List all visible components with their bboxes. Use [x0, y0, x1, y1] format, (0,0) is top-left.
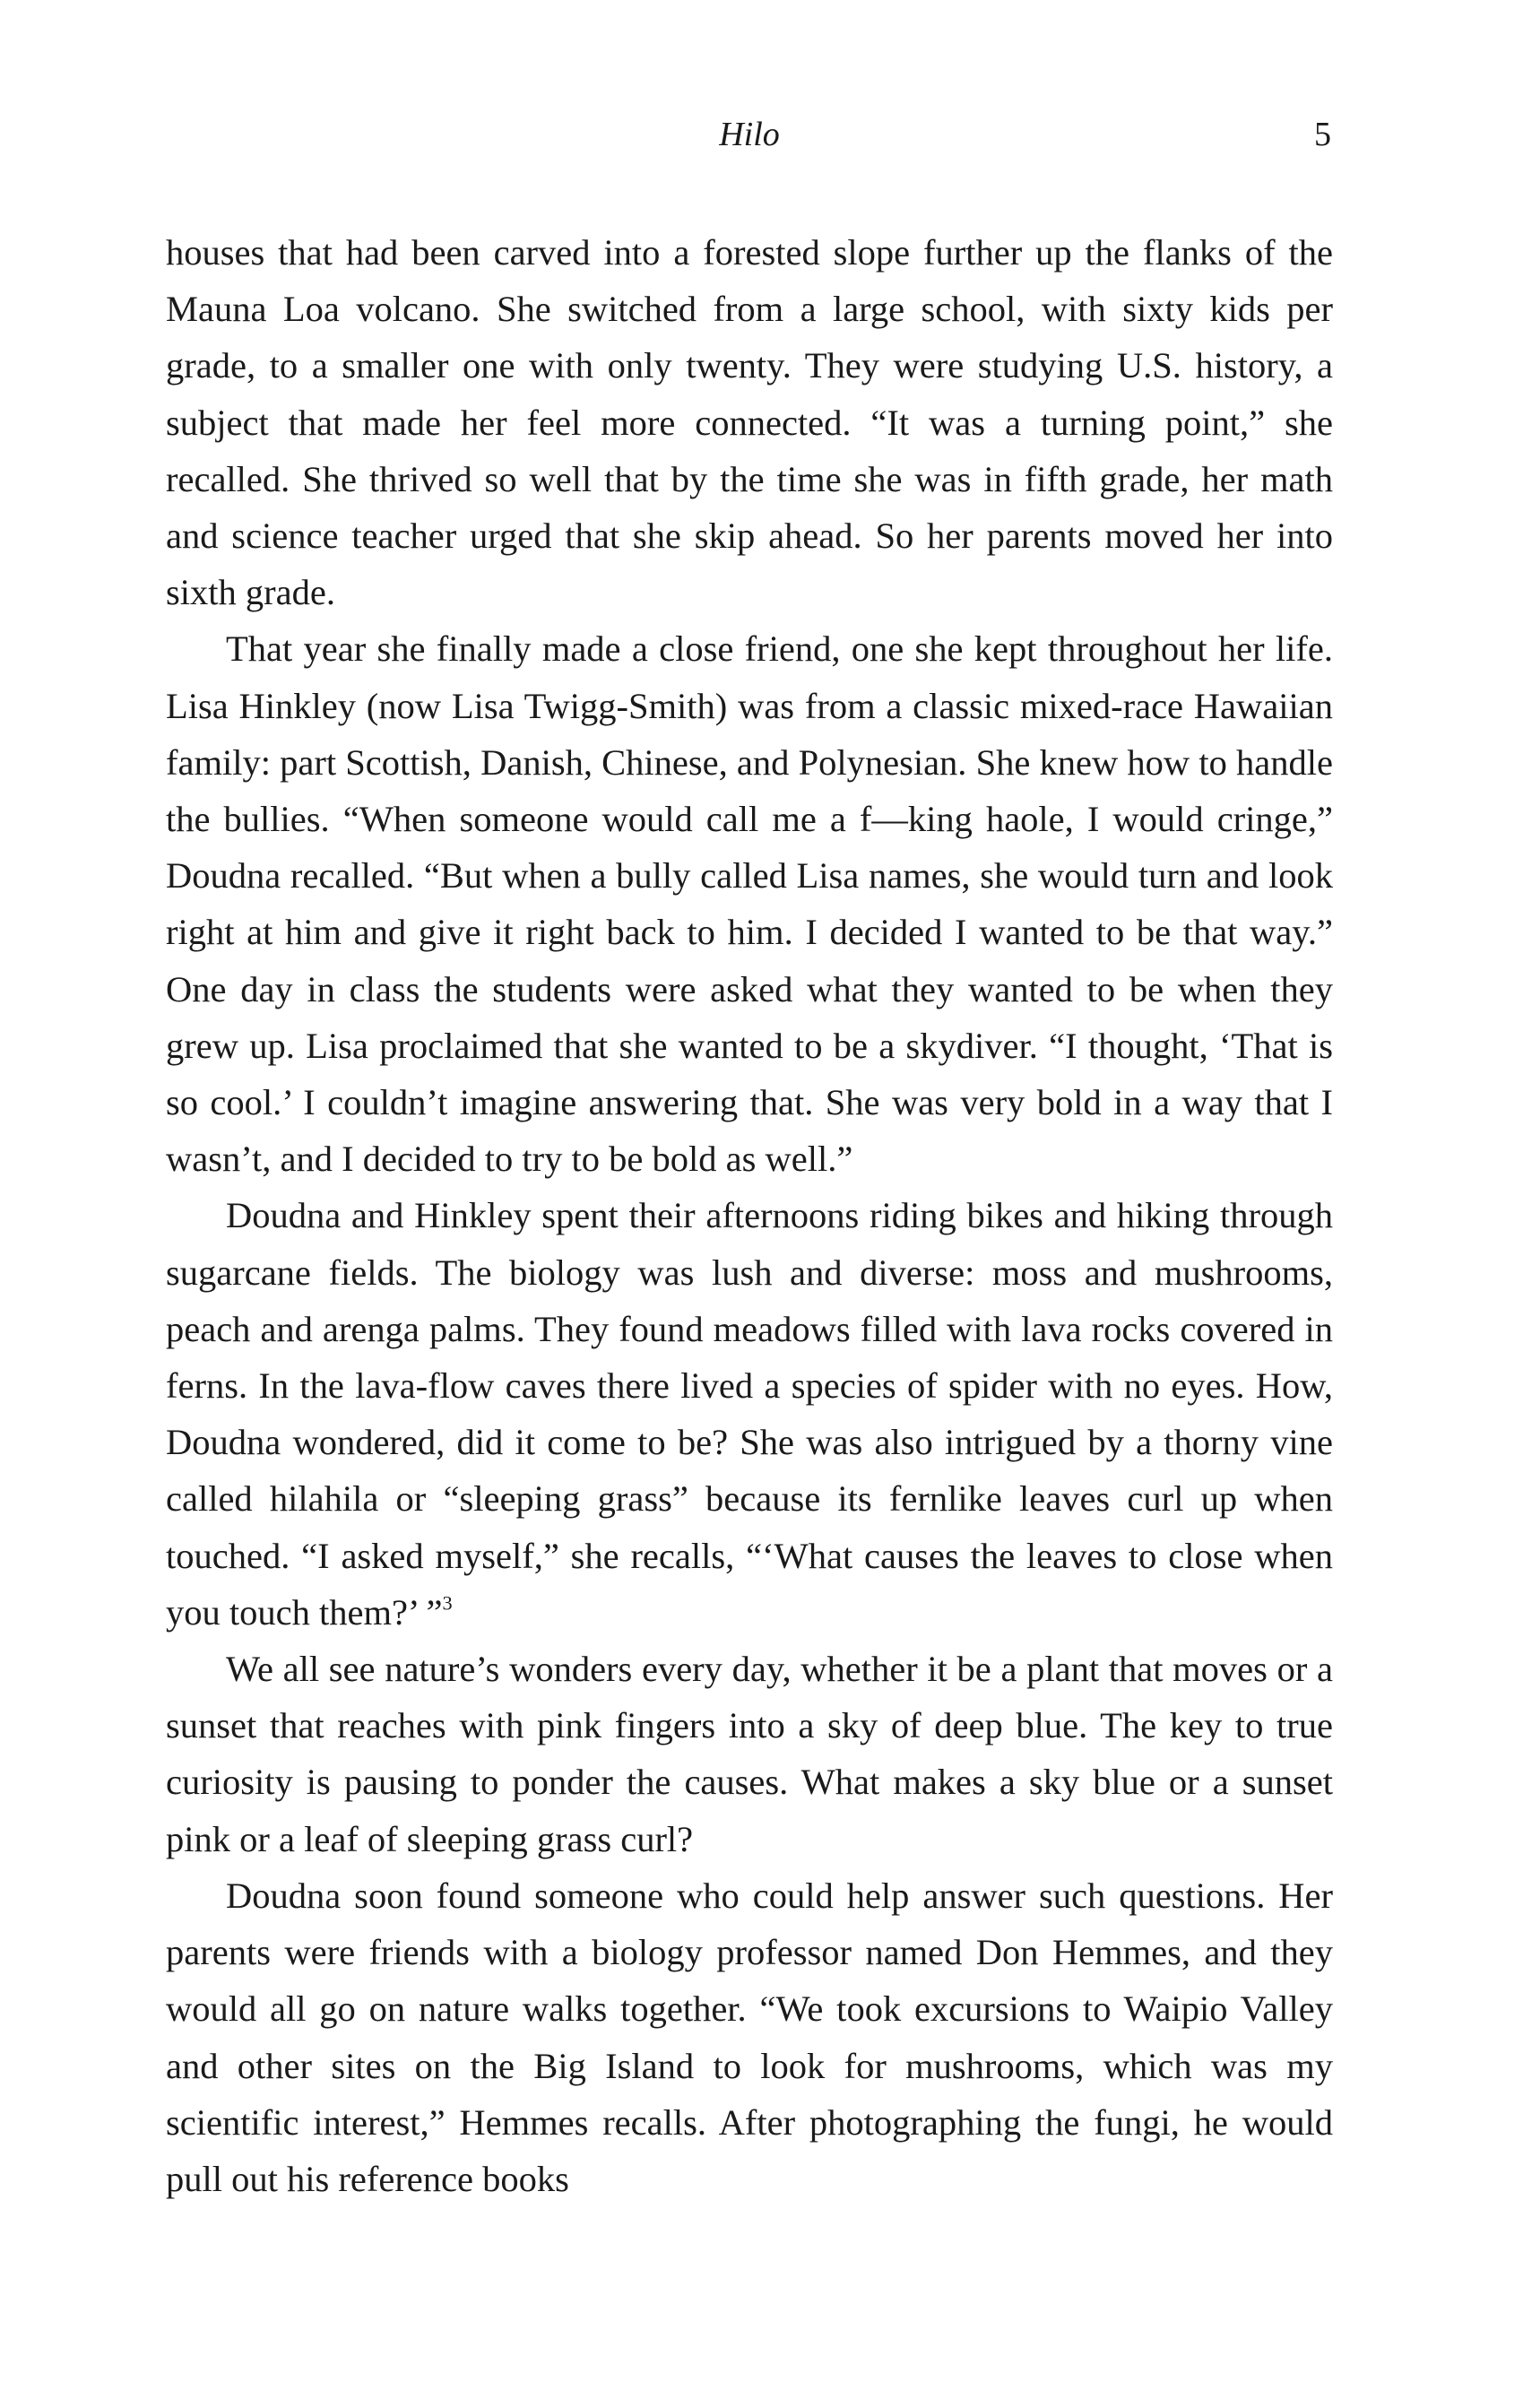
paragraph [166, 620, 1333, 1187]
running-head [0, 108, 1523, 161]
paragraph-text: houses that had been carved into a forested slope further up the flanks of the Mauna Loa volcano. She switched from a large school, with sixty kids per grade, to a smaller one with only twenty. They were studying U.S. history, a subject that made her feel more connected. “It was a turning point,” she recalled. She thrived so well that by the time she was in fifth grade, her math and science teacher urged that she skip ahead. So her parents moved her into sixth grade. [166, 232, 1333, 613]
paragraph-text: Doudna soon found someone who could help answer such questions. Her parents were friends with a biology professor named Don Hemmes, and they would all go on nature walks together. “We took excursions to Waipio Valley and other sites on the Big Island to look for mushrooms, which was my scientific interest,” Hemmes recalls. After photographing the fungi, he would pull out his reference books [166, 1875, 1333, 2199]
running-title: Hilo [719, 116, 780, 153]
paragraph [166, 1187, 1333, 1641]
paragraph [166, 224, 1333, 620]
paragraph-text: Doudna and Hinkley spent their afternoons riding bikes and hiking through sugarcane fields. The biology was lush and diverse: moss and mushrooms, peach and arenga palms. They found meadows filled with lava rocks covered in ferns. In the lava-flow caves there lived a species of spider with no eyes. How, Doudna wondered, did it come to be? She was also intrigued by a thorny vine called hilahila or “sleeping grass” because its fernlike leaves curl up when touched. “I asked myself,” she recalls, “‘What causes the leaves to close when you touch them?’ ” [166, 1195, 1333, 1633]
body-text [166, 224, 1333, 2207]
footnote-reference: 3 [442, 1591, 453, 1615]
paragraph [166, 1867, 1333, 2207]
paragraph-text: We all see nature’s wonders every day, whether it be a plant that moves or a sunset that reaches with pink fingers into a sky of deep blue. The key to true curiosity is pausing to ponder the causes. What makes a sky blue or a sunset pink or a leaf of sleeping grass curl? [166, 1649, 1333, 1859]
page-number: 5 [1314, 116, 1331, 153]
paragraph [166, 1641, 1333, 1867]
paragraph-text: That year she finally made a close friend, one she kept throughout her life. Lisa Hinkley (now Lisa Twigg-Smith) was from a classic mixed-race Hawaiian family: part Scottish, Danish, Chinese, and Polynesian. She knew how to handle the bullies. “When someone would call me a f—king haole, I would cringe,” Doudna recalled. “But when a bully called Lisa names, she would turn and look right at him and give it right back to him. I decided I wanted to be that way.” One day in class the students were asked what they wanted to be when they grew up. Lisa proclaimed that she wanted to be a skydiver. “I thought, ‘That is so cool.’ I couldn’t imagine answering that. She was very bold in a way that I wasn’t, and I decided to try to be bold as well.” [166, 628, 1333, 1180]
